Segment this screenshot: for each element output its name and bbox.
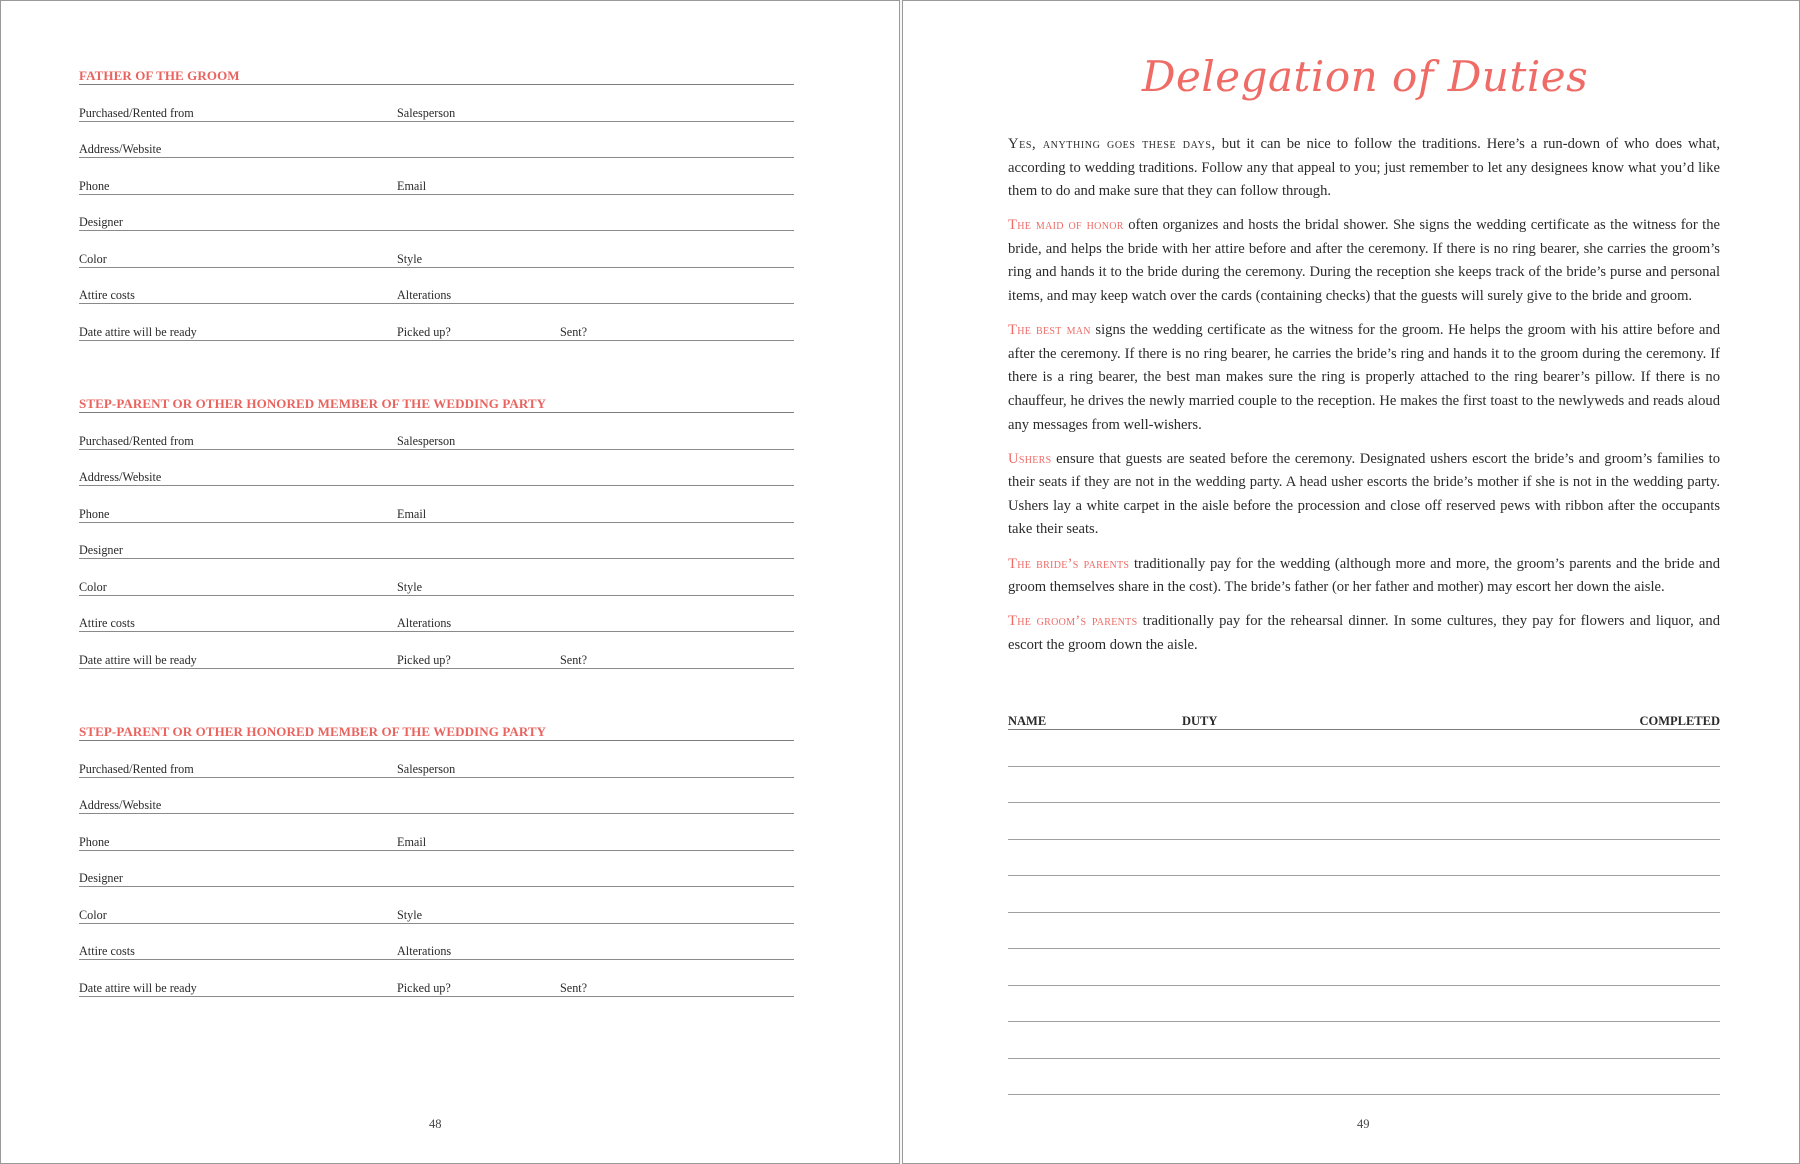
field-label: Purchased/Rented from (79, 433, 194, 448)
form-row-color[interactable] (79, 231, 794, 268)
field-label: Picked up? (397, 652, 451, 667)
field-label: Salesperson (397, 761, 456, 776)
paragraph-lead: The best man (1008, 322, 1091, 339)
section-title: FATHER OF THE GROOM (79, 66, 794, 85)
duties-text (1008, 133, 1720, 668)
form-row-date[interactable] (79, 304, 794, 341)
page-title: Delegation of Duties (1141, 52, 1589, 101)
form-row-phone[interactable] (79, 486, 794, 523)
field-label: Color (79, 907, 107, 922)
column-completed: COMPLETED (1639, 714, 1720, 728)
field-label: Color (79, 251, 107, 266)
paragraph-brides-parents (1008, 553, 1720, 600)
paragraph-lead: The bride’s parents (1008, 555, 1130, 572)
field-label: Picked up? (397, 324, 451, 339)
form-row-phone[interactable] (79, 814, 794, 851)
field-label: Date attire will be ready (79, 324, 197, 339)
form-row-address[interactable] (79, 450, 794, 487)
field-label: Designer (79, 871, 123, 885)
field-label: Attire costs (79, 944, 135, 958)
field-label: Salesperson (397, 105, 456, 120)
duty-entry-line[interactable] (1008, 949, 1720, 986)
form-row-date[interactable] (79, 632, 794, 669)
form-section-father-of-groom (79, 66, 794, 341)
paragraph-body: often organizes and hosts the bridal shower. She signs the wedding certificate as the witness for the bride, and helps the bride with her attire before and after the ceremony. If there is no ring bearer, she carries the groom’s ring and hands it to the bride during the ceremony. During the reception she keeps track of the bride’s purse and personal items, and may keep watch over the cards (containing checks) that the guests will surely give to the bride and groom. (1008, 217, 1721, 305)
duty-entry-line[interactable] (1008, 986, 1720, 1023)
field-label: Date attire will be ready (79, 980, 197, 995)
field-label: Alterations (397, 944, 452, 958)
field-label: Purchased/Rented from (79, 761, 194, 776)
form-row-costs[interactable] (79, 596, 794, 633)
intro-lead: Yes, anything goes these days, (1008, 136, 1216, 152)
intro-body: but it can be nice to follow the traditions. Here’s a run-down of who does what, according to wedding traditions. Follow any that appeal to you; just remember to let any designees know what you’d like them to do and make sure that they can follow through. (1008, 136, 1720, 200)
form-row-designer[interactable] (79, 851, 794, 888)
paragraph-lead: The maid of honor (1008, 217, 1124, 234)
field-label: Style (397, 251, 423, 266)
form-row-purchased[interactable] (79, 85, 794, 122)
field-label: Address/Website (79, 798, 162, 812)
form-row-address[interactable] (79, 778, 794, 815)
form-row-color[interactable] (79, 559, 794, 596)
column-name: NAME (1008, 714, 1047, 728)
duty-table (1008, 712, 1720, 1095)
duty-table-header (1008, 712, 1720, 730)
paragraph-body: signs the wedding certificate as the witness for the groom. He helps the groom with his attire before and after the ceremony. If there is no ring bearer, he carries the bride’s ring and hands it to the groom during the ceremony. If there is a ring bearer, the best man makes sure the ring is properly attached to the ring bearer’s pillow. If there is no chauffeur, he drives the newly married couple to the reception. He makes the first toast to the newlyweds and reads aloud any messages from well-wishers. (1008, 322, 1720, 433)
field-label: Sent? (560, 980, 588, 995)
paragraph-grooms-parents (1008, 610, 1720, 657)
field-label: Address/Website (79, 142, 162, 156)
paragraph-body: traditionally pay for the rehearsal dinner. In some cultures, they pay for flowers and liquor, and escort the groom down the aisle. (1008, 613, 1720, 653)
form-row-purchased[interactable] (79, 741, 794, 778)
paragraph-body: traditionally pay for the wedding (although more and more, the groom’s parents and the bride and groom themselves share in the cost). The bride’s father (or her father and mother) may escort her down the aisle. (1008, 555, 1721, 596)
form-row-color[interactable] (79, 887, 794, 924)
form-row-purchased[interactable] (79, 413, 794, 450)
duty-entry-line[interactable] (1008, 876, 1720, 913)
page-number-left: 48 (429, 1117, 442, 1131)
paragraph-body: ensure that guests are seated before the ceremony. Designated ushers escort the bride’s and groom’s families to their seats if they are not in the wedding party. A head usher escorts the bride’s mother if she is not in the wedding party. Ushers lay a white carpet in the aisle before the procession and close off reserved pews with ribbon after the occupants take their seats. (1008, 450, 1720, 538)
book-gutter (899, 0, 903, 1164)
form-row-date[interactable] (79, 960, 794, 997)
duty-entry-line[interactable] (1008, 803, 1720, 840)
duty-entry-line[interactable] (1008, 1059, 1720, 1096)
intro-paragraph (1008, 133, 1720, 204)
field-label: Alterations (397, 616, 452, 630)
form-section-step-parent-1 (79, 394, 794, 669)
paragraph-lead: Ushers (1008, 450, 1052, 467)
field-label: Designer (79, 543, 123, 557)
duty-entry-line[interactable] (1008, 730, 1720, 767)
form-row-designer[interactable] (79, 195, 794, 232)
field-label: Email (397, 506, 427, 521)
field-label: Alterations (397, 288, 452, 302)
form-row-phone[interactable] (79, 158, 794, 195)
page-number-right: 49 (1357, 1117, 1370, 1131)
field-label: Purchased/Rented from (79, 105, 194, 120)
duty-entry-line[interactable] (1008, 1022, 1720, 1059)
field-label: Designer (79, 215, 123, 229)
form-row-costs[interactable] (79, 268, 794, 305)
form-row-costs[interactable] (79, 924, 794, 961)
form-row-address[interactable] (79, 122, 794, 159)
paragraph-maid-of-honor (1008, 214, 1720, 308)
form-section-step-parent-2 (79, 722, 794, 997)
field-label: Phone (79, 506, 110, 521)
section-title: STEP-PARENT OR OTHER HONORED MEMBER OF THE WEDDING PARTY (79, 722, 794, 741)
field-label: Style (397, 907, 423, 922)
field-label: Picked up? (397, 980, 451, 995)
field-label: Address/Website (79, 470, 162, 484)
field-label: Attire costs (79, 288, 135, 302)
paragraph-best-man (1008, 319, 1720, 437)
field-label: Salesperson (397, 433, 456, 448)
duty-entry-line[interactable] (1008, 767, 1720, 804)
field-label: Sent? (560, 324, 588, 339)
field-label: Email (397, 178, 427, 193)
paragraph-ushers (1008, 448, 1720, 542)
paragraph-lead: The groom’s parents (1008, 613, 1138, 630)
field-label: Color (79, 579, 107, 594)
field-label: Attire costs (79, 616, 135, 630)
section-title: STEP-PARENT OR OTHER HONORED MEMBER OF THE WEDDING PARTY (79, 394, 794, 413)
form-row-designer[interactable] (79, 523, 794, 560)
duty-entry-line[interactable] (1008, 840, 1720, 877)
field-label: Phone (79, 178, 110, 193)
field-label: Phone (79, 834, 110, 849)
duty-entry-line[interactable] (1008, 913, 1720, 950)
field-label: Email (397, 834, 427, 849)
field-label: Sent? (560, 652, 588, 667)
column-duty: DUTY (1182, 714, 1218, 728)
field-label: Style (397, 579, 423, 594)
field-label: Date attire will be ready (79, 652, 197, 667)
